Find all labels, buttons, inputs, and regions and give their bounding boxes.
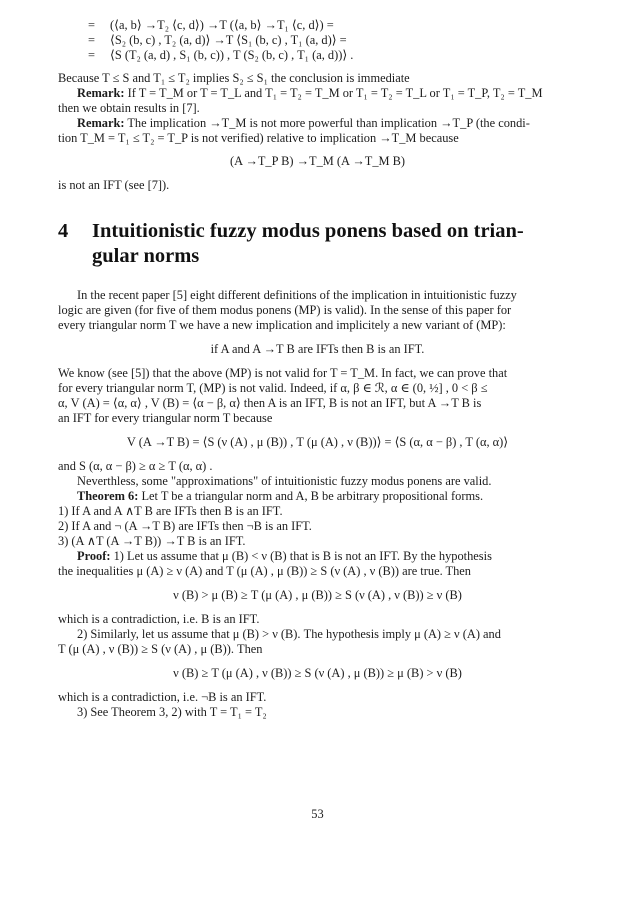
remark-1-line-2: then we obtain results in [7]. (58, 101, 200, 115)
equation-line (88, 48, 353, 63)
remark-text: If T = T_M or T = T_L and T₁ = T₂ = T_M or T₁ = T₂ = T_L or T₁ = T_P, T₂ = T_M (124, 86, 543, 100)
equation-line (88, 33, 347, 48)
equals-sign: = (88, 18, 95, 32)
page-number: 53 (311, 807, 324, 821)
equation-expression: ⟨S (T₂ (a, d) , S₁ (b, c)) , T (S₂ (b, c) , T₁ (a, d))⟩ . (110, 48, 354, 62)
equals-sign: = (88, 48, 95, 62)
proof-line-1 (77, 549, 492, 564)
equals-sign: = (88, 33, 95, 47)
proof-part-2-line-1: 2) Similarly, let us assume that μ (B) > ν (B). The hypothesis imply μ (A) ≥ ν (A) and (77, 627, 501, 641)
proof-part-2-line-2: T (μ (A) , ν (B)) ≥ S (ν (A) , μ (B)). Then (58, 642, 263, 656)
paragraph-intro-line: In the recent paper [5] eight different definitions of the implication in intuitionistic fuzzy (77, 288, 517, 302)
paragraph-we-know-line: for every triangular norm T, (MP) is not valid. Indeed, if α, β ∈ ℛ, α ∈ (0, ½] , 0 < β ≤ (58, 381, 488, 395)
theorem-item: 1) If A and A ∧T B are IFTs then B is an IFT. (58, 504, 283, 518)
remark-1-line-1 (77, 86, 542, 101)
remark-text: The implication →T_M is not more powerful than implication →T_P (the condi- (124, 116, 530, 130)
proof-text: 1) Let us assume that μ (B) < ν (B) that is B is not an IFT. By the hypothesis (110, 549, 492, 563)
theorem-statement (77, 489, 483, 504)
section-title-line-1: Intuitionistic fuzzy modus ponens based on trian- (92, 220, 524, 242)
display-modus-ponens: if A and A →T B are IFTs then B is an IFT. (210, 342, 425, 356)
theorem-item: 3) (A ∧T (A →T B)) →T B is an IFT. (58, 534, 246, 548)
theorem-item: 2) If A and ¬ (A →T B) are IFTs then ¬B is an IFT. (58, 519, 312, 533)
paragraph-we-know-line: an IFT for every triangular norm T because (58, 411, 273, 425)
section-title-line-2: gular norms (92, 245, 200, 267)
proof-after-2: which is a contradiction, i.e. ¬B is an IFT. (58, 690, 267, 704)
paragraph-we-know-line: We know (see [5]) that the above (MP) is not valid for T = T_M. In fact, we can prove that (58, 366, 508, 380)
proof-after-1: which is a contradiction, i.e. B is an IFT. (58, 612, 260, 626)
section-heading (58, 219, 524, 243)
paragraph-and: and S (α, α − β) ≥ α ≥ T (α, α) . (58, 459, 213, 473)
paragraph-not-ift: is not an IFT (see [7]). (58, 178, 170, 192)
equation-expression: (⟨a, b⟩ →T₂ ⟨c, d⟩) →T (⟨a, b⟩ →T₁ ⟨c, d⟩) = (110, 18, 334, 32)
equation-expression: ⟨S₂ (b, c) , T₂ (a, d)⟩ →T ⟨S₁ (b, c) , T₁ (a, d)⟩ = (110, 33, 347, 47)
remark-2-line-1 (77, 116, 530, 131)
equation-line (88, 18, 334, 33)
display-equation-remark: (A →T_P B) →T_M (A →T_M B) (229, 154, 406, 168)
proof-display-2: ν (B) ≥ T (μ (A) , ν (B)) ≥ S (ν (A) , μ (B)) ≥ μ (B) > ν (B) (173, 666, 462, 680)
remark-label: Remark: (77, 116, 125, 130)
paragraph-because: Because T ≤ S and T₁ ≤ T₂ implies S₂ ≤ S₁ the conclusion is immediate (58, 71, 410, 85)
display-equation-v: V (A →T B) = ⟨S (ν (A) , μ (B)) , T (μ (A) , ν (B))⟩ = ⟨S (α, α − β) , T (α, α)⟩ (126, 435, 509, 449)
proof-label: Proof: (77, 549, 111, 563)
proof-part-3: 3) See Theorem 3, 2) with T = T₁ = T₂ (77, 705, 267, 719)
section-number: 4 (58, 220, 69, 242)
proof-line-2: the inequalities μ (A) ≥ ν (A) and T (μ (A) , μ (B)) ≥ S (ν (A) , ν (B)) are true. Then (58, 564, 471, 578)
remark-2-line-2: tion T_M = T₁ ≤ T₂ = T_P is not verified) relative to implication →T_M because (58, 131, 459, 145)
paragraph-intro-line: logic are given (for five of them modus ponens (MP) is valid). In the sense of this paper for (58, 303, 512, 317)
theorem-label: Theorem 6: (77, 489, 139, 503)
theorem-text: Let T be a triangular norm and A, B be arbitrary propositional forms. (138, 489, 484, 503)
remark-label: Remark: (77, 86, 125, 100)
proof-display-1: ν (B) > μ (B) ≥ T (μ (A) , μ (B)) ≥ S (ν (A) , ν (B)) ≥ ν (B) (173, 588, 462, 602)
paragraph-nevertheless: Neverthless, some "approximations" of intuitionistic fuzzy modus ponens are valid. (77, 474, 492, 488)
paragraph-intro-line: every triangular norm T we have a new implication and implicitely a new variant of (MP): (58, 318, 506, 332)
paragraph-we-know-line: α, V (A) = ⟨α, α⟩ , V (B) = ⟨α − β, α⟩ then A is an IFT, B is not an IFT, but A →T B is (58, 396, 482, 410)
